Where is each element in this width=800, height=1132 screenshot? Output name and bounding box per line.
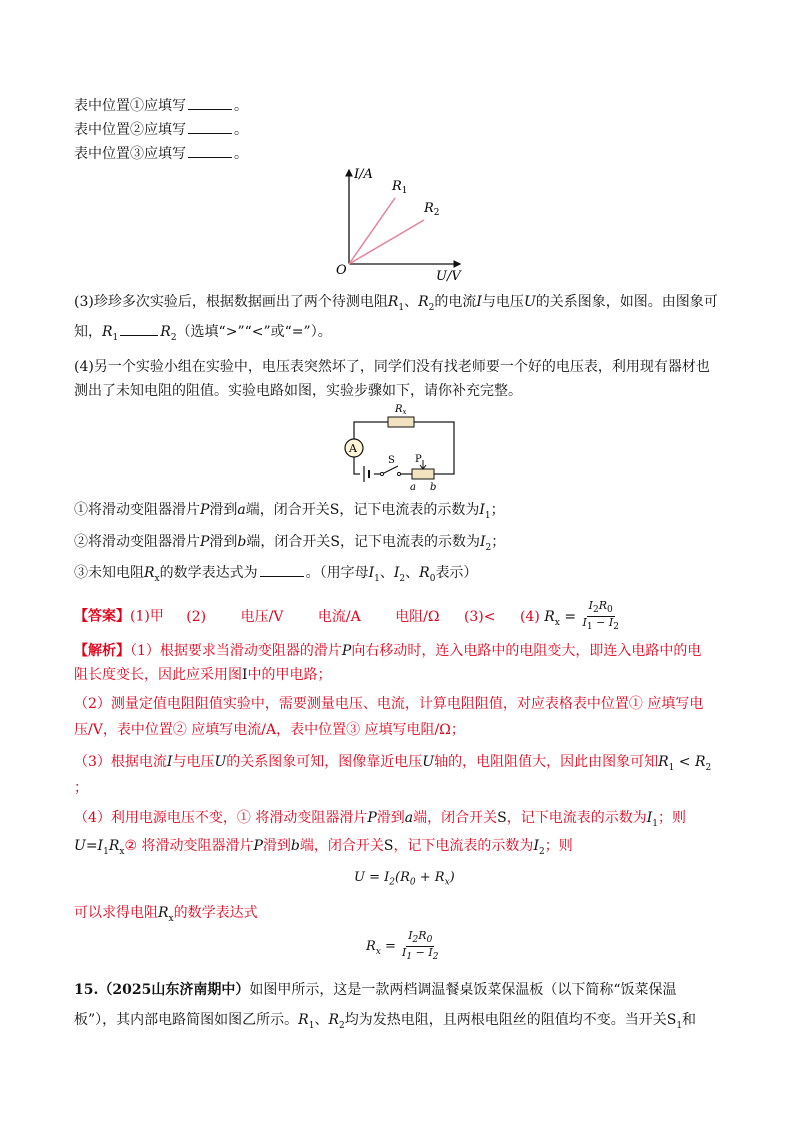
- step-2: ②将滑动变阻器滑片P滑到b端，闭合开关S，记下电流表的示数为$I_2$；: [74, 534, 506, 553]
- analysis-line-8: $U=I_1R_x②$ 将滑动变阻器滑片P滑到b端，闭合开关S，记下电流表的示数为$I_2$；则: [74, 838, 573, 857]
- rx-resistor: [388, 417, 414, 427]
- answer-blank[interactable]: [120, 323, 158, 336]
- fill-line-3: 表中位置③应填写 。: [74, 146, 248, 162]
- origin-label: O: [336, 263, 347, 278]
- step-1: ①将滑动变阻器滑片P滑到a端，闭合开关S，记下电流表的示数为$I_1$；: [74, 502, 505, 521]
- equation-u: $U = I_2(R_0 + R_x)$: [354, 870, 455, 888]
- answer-blank[interactable]: [188, 145, 232, 158]
- answer-blank[interactable]: [188, 97, 232, 110]
- r2-line: [349, 220, 424, 264]
- rx-label: $R_x$: [395, 404, 407, 416]
- switch-label: S: [388, 455, 395, 466]
- iu-graph: [332, 164, 472, 284]
- rheostat: [412, 469, 434, 479]
- step-3: ③未知电阻$R_x$的数学表达式为 。（用字母$I_1$、$I_2$、$R_0$表示）: [74, 565, 478, 584]
- end-b-label: b: [430, 482, 437, 492]
- r1-line: [349, 198, 395, 264]
- circuit-diagram: [338, 402, 468, 492]
- analysis-line-2: 阻长度变长，因此应采用图I中的甲电路；: [74, 667, 332, 683]
- analysis-line-1: 【解析】（1）根据要求当滑动变阻器的滑片P向右移动时，连入电路中的电阻变大，即连入电路中的电: [74, 643, 702, 659]
- q15-line-2: 板”），其内部电路简图如图乙所示。$R_1$、$R_2$均为发热电阻，且两根电阻丝的阻值均不变。当开关$S_1$和: [74, 1012, 697, 1031]
- answer-line: 【答案】(1)甲 (2) 电压/V 电流/A 电阻/Ω (3)< (4) $R_x$ = $\frac{I_2R_0}{I_1 - I_2}$: [74, 599, 619, 633]
- fill-line-1: 表中位置①应填写 。: [74, 98, 248, 114]
- q4-line-2: 测出了未知电阻的阻值。实验电路如图，实验步骤如下，请你补充完整。: [74, 383, 522, 399]
- x-axis-label: U/V: [436, 269, 461, 284]
- answer-blank[interactable]: [260, 564, 304, 577]
- analysis-line-5: （3）根据电流I与电压U的关系图象可知，图像靠近电压U轴的，电阻阻值大，因此由图象可知$R_1 < R_2$: [74, 754, 712, 773]
- slider-label: P: [415, 454, 422, 465]
- answer-blank[interactable]: [188, 121, 232, 134]
- analysis-line-4: 压/V，表中位置② 应填写电流/A，表中位置③ 应填写电阻/Ω；: [74, 722, 465, 738]
- fill-line-2: 表中位置②应填写 。: [74, 122, 248, 138]
- analysis-line-3: （2）测量定值电阻阻值实验中，需要测量电压、电流，计算电阻阻值，对应表格表中位置① 应填写电: [74, 696, 704, 712]
- q15-line-1: 15.（2025山东济南期中）如图甲所示，这是一款两档调温餐桌饭菜保温板（以下简称“饭菜保温: [74, 982, 677, 998]
- equation-rx: $R_x$ = $\frac{I_2R_0}{I_1 - I_2}$: [366, 929, 439, 963]
- q3-line-2: 知，$R_1$ $R_2$（选填“>”“<”或“=”）。: [74, 324, 332, 343]
- analysis-line-7: （4）利用电源电压不变，① 将滑动变阻器滑片P滑到a端，闭合开关S，记下电流表的示数为$I_1$；则: [74, 810, 686, 829]
- y-axis-label: I/A: [354, 167, 373, 182]
- analysis-line-9: 可以求得电阻$R_x$的数学表达式: [74, 905, 258, 924]
- ammeter-label: A: [349, 442, 357, 455]
- r1-label: $R_1$: [392, 179, 408, 196]
- q3-line-1: (3)珍珍多次实验后，根据数据画出了两个待测电阻$R_1$、$R_2$的电流I与电压U的关系图象，如图。由图象可: [74, 294, 718, 313]
- analysis-line-6: ；: [74, 780, 88, 796]
- end-a-label: a: [410, 482, 416, 492]
- q4-line-1: (4)另一个实验小组在实验中，电压表突然坏了，同学们没有找老师要一个好的电压表，利用现有器材也: [74, 359, 710, 375]
- r2-label: $R_2$: [424, 201, 440, 218]
